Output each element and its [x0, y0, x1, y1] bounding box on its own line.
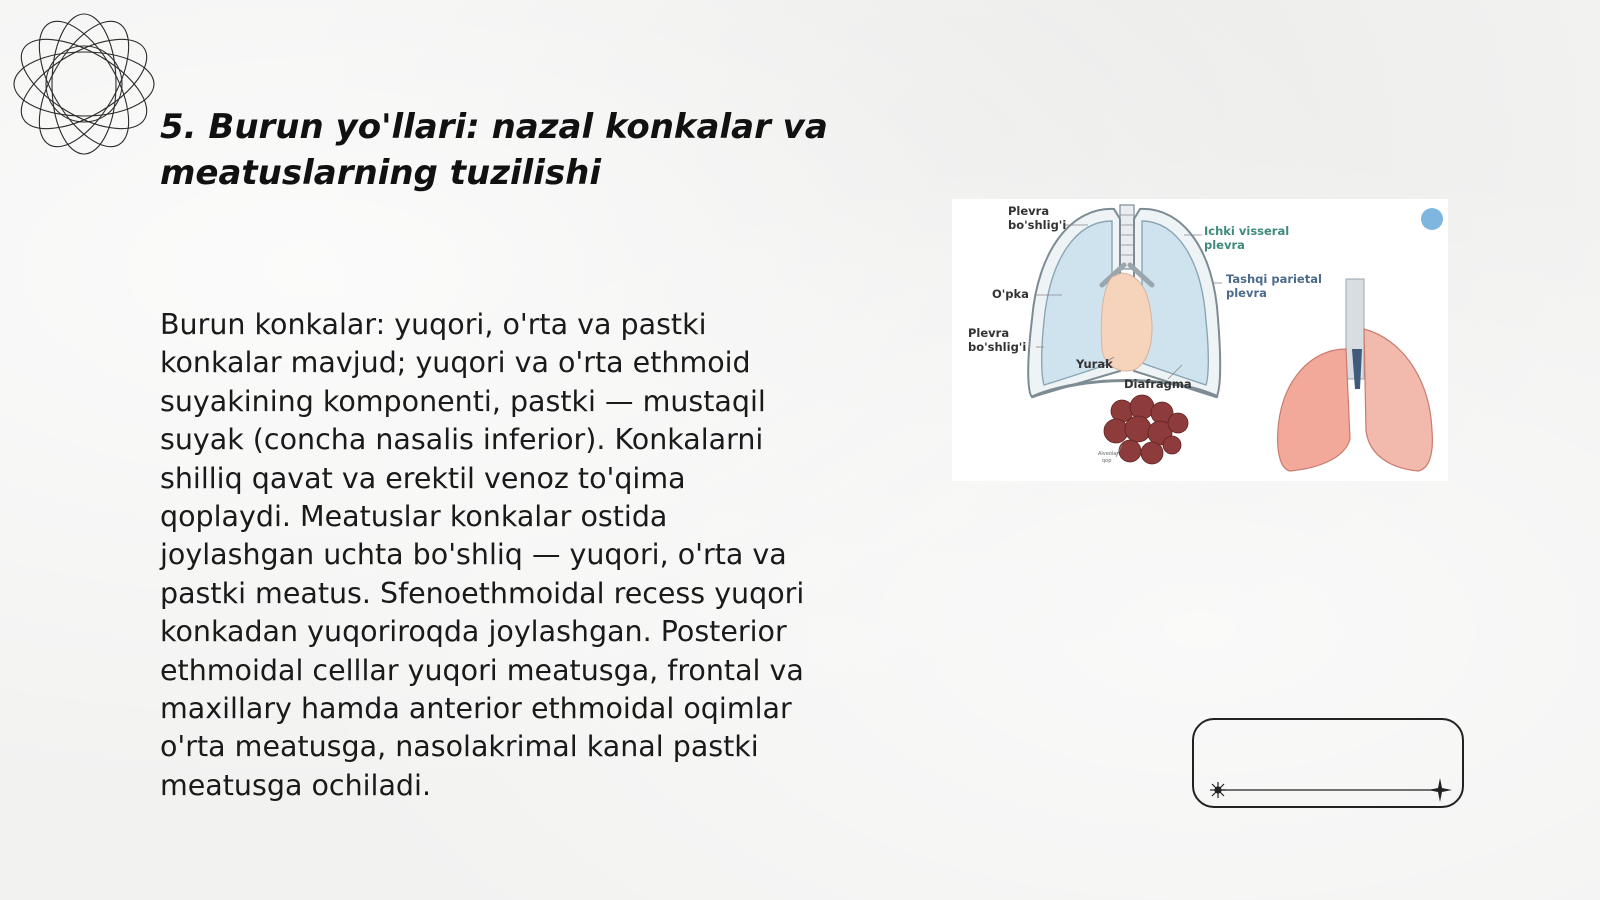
pink-right-lung: [1364, 329, 1432, 471]
label-outer-parietal-1: Tashqi parietal: [1226, 272, 1322, 286]
circle-ornament-icon: [10, 10, 158, 158]
slide-title: 5. Burun yo'llari: nazal konkalar va meatuslarning tuzilishi: [160, 107, 828, 193]
figure-logo-icon: [1421, 208, 1443, 230]
label-inner-visceral-1: Ichki visseral: [1204, 224, 1290, 238]
label-inner-visceral-2: plevra: [1204, 238, 1245, 252]
sun-star-icon: [1210, 782, 1226, 798]
label-diaphragm: Diafragma: [1124, 377, 1192, 391]
label-heart: Yurak: [1076, 357, 1113, 371]
sparkle-cross-icon: [1428, 778, 1452, 802]
label-alveolar-1: Alveolar: [1098, 451, 1119, 457]
label-pleura-cavity-top-2: bo'shlig'i: [1008, 218, 1067, 232]
slide-body-text: Burun konkalar: yuqori, o'rta va pastki konkalar mavjud; yuqori va o'rta ethmoid suyakining komponenti, pastki — mustaqil suyak (concha nasalis inferior). Konkalarni shilliq qavat va erektil venoz to'qima qoplaydi. Meatuslar konkalar ostida joylashgan uchta bo'shliq — yuqori, o'rta va pastki meatus. Sfenoethmoidal recess yuqori konkadan yuqoriroqda joylashgan. Posterior ethmoidal celllar yuqori meatusga, frontal va maxillary hamda anterior ethmoidal oqimlar o'rta meatusga, nasolakrimal kanal pastki meatusga ochiladi.: [160, 308, 805, 802]
decorative-slider-frame: [1192, 718, 1464, 808]
lung-pleura-diagram: [952, 199, 1448, 481]
pink-left-lung: [1278, 349, 1350, 471]
label-outer-parietal-2: plevra: [1226, 286, 1267, 300]
label-pleura-cavity-left-1: Plevra: [968, 326, 1010, 340]
label-pleura-cavity-top-1: Plevra: [1008, 204, 1050, 218]
label-lung: O'pka: [992, 287, 1029, 301]
label-alveolar-2: qop: [1102, 458, 1112, 464]
label-pleura-cavity-left-2: bo'shlig'i: [968, 340, 1027, 354]
